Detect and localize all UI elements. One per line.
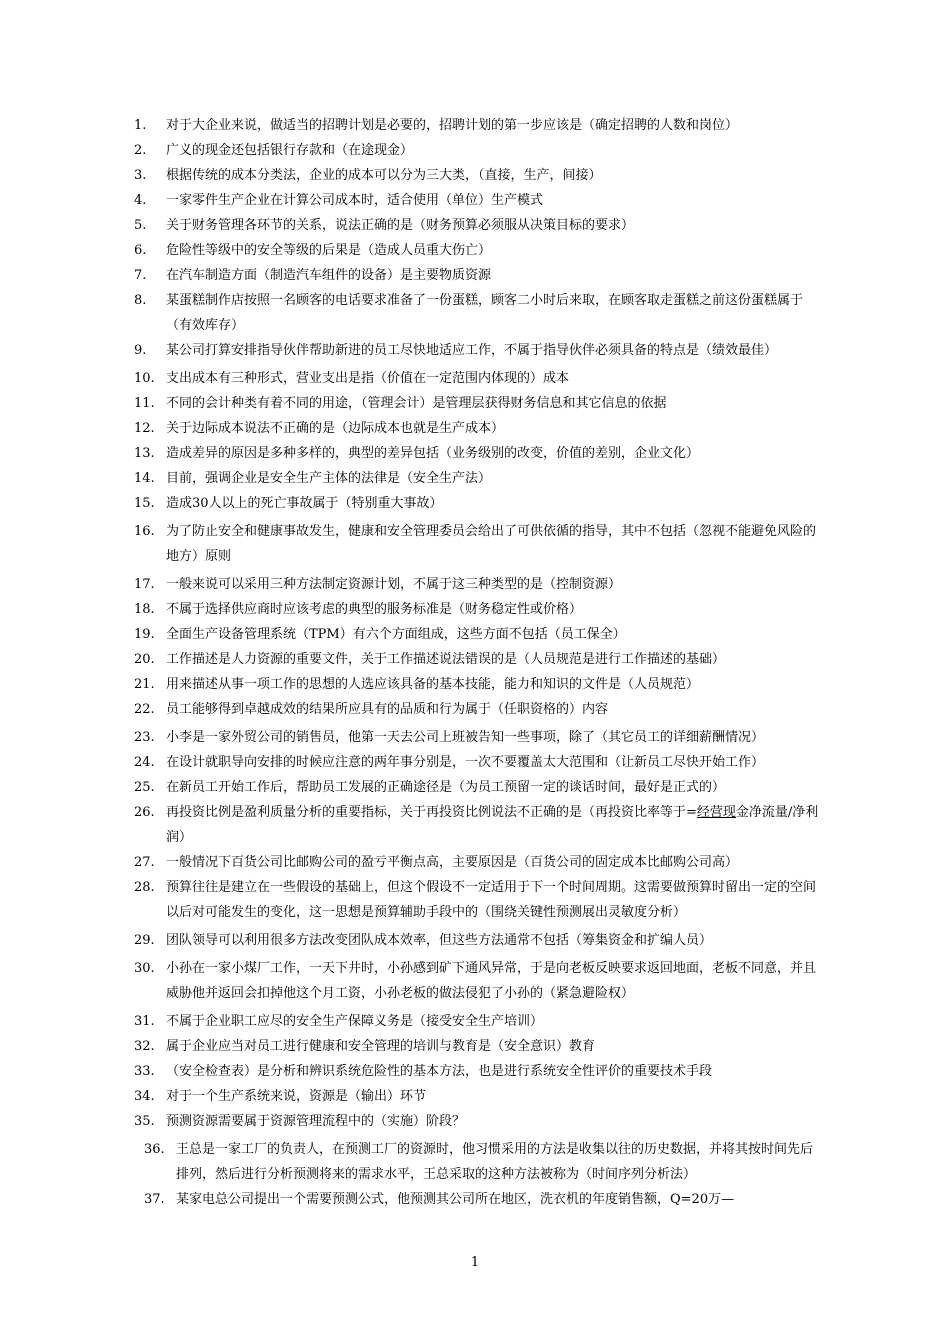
page-number: 1	[470, 1255, 480, 1270]
list-item: 18. 不属于选择供应商时应该考虑的典型的服务标准是（财务稳定性或价格）	[134, 602, 583, 617]
list-item: 8. 某蛋糕制作店按照一名顾客的电话要求准备了一份蛋糕，顾客二小时后来取，在顾客取走蛋糕之前这份蛋糕属于（有效库存）	[134, 293, 804, 333]
list-item: 4. 一家零件生产企业在计算公司成本时，适合使用（单位）生产模式	[134, 193, 544, 208]
list-item: 5. 关于财务管理各环节的关系，说法正确的是（财务预算必须服从决策目标的要求）	[134, 218, 635, 233]
list-item: 37. 某家电总公司提出一个需要预测公式，他预测其公司所在地区，洗衣机的年度销售额，Q=20万—	[144, 1192, 735, 1207]
list-item: 1. 对于大企业来说，做适当的招聘计划是必要的，招聘计划的第一步应该是（确定招聘的人数和岗位）	[134, 118, 739, 133]
list-item: 10. 支出成本有三种形式，营业支出是指（价值在一定范围内体现的）成本	[134, 371, 570, 386]
list-item: 20. 工作描述是人力资源的重要文件，关于工作描述说法错误的是（人员规范是进行工作描述的基础）	[134, 652, 726, 667]
list-item: 17. 一般来说可以采用三种方法制定资源计划，不属于这三种类型的是（控制资源）	[134, 577, 622, 592]
list-item: 3. 根据传统的成本分类法，企业的成本可以分为三大类，（直接，生产，间接）	[134, 168, 602, 183]
list-item: 16. 为了防止安全和健康事故发生，健康和安全管理委员会给出了可供依循的指导，其中不包括（忽视不能避免风险的地方）原则	[134, 524, 817, 564]
list-item: 15. 造成30人以上的死亡事故属于（特别重大事故）	[134, 496, 443, 511]
list-item: 14. 目前，强调企业是安全生产主体的法律是（安全生产法）	[134, 471, 492, 486]
list-item: 24. 在设计就职导向安排的时候应注意的两年事分别是，一次不要覆盖太大范围和（让新员工尽快开始工作）	[134, 755, 765, 770]
list-item: 29. 团队领导可以利用很多方法改变团队成本效率，但这些方法通常不包括（筹集资金和扩编人员）	[134, 933, 713, 948]
list-item: 34. 对于一个生产系统来说，资源是（输出）环节	[134, 1089, 427, 1104]
list-item: 25. 在新员工开始工作后，帮助员工发展的正确途径是（为员工预留一定的谈话时间，最好是正式的）	[134, 780, 726, 795]
list-item: 28. 预算往往是建立在一些假设的基础上，但这个假设不一定适用于下一个时间周期。这需要做预算时留出一定的空间以后对可能发生的变化，这一思想是预算辅助手段中的（围绕关键性预测展出灵敏度分析）	[134, 880, 817, 920]
list-item: 12. 关于边际成本说法不正确的是（边际成本也就是生产成本）	[134, 421, 505, 436]
list-item: 2. 广义的现金还包括银行存款和（在途现金）	[134, 143, 414, 158]
list-item: 11. 不同的会计种类有着不同的用途，（管理会计）是管理层获得财务信息和其它信息的依据	[134, 396, 667, 411]
underlined-term: 经营现	[696, 805, 736, 820]
list-item: 35. 预测资源需要属于资源管理流程中的（实施）阶段？	[134, 1114, 466, 1129]
list-item: 36. 王总是一家工厂的负责人，在预测工厂的资源时，他习惯采用的方法是收集以往的历史数据，并将其按时间先后排列，然后进行分析预测将来的需求水平，王总采取的这种方法被称为（时间序列分析法）	[144, 1142, 814, 1182]
list-item: 21. 用来描述从事一项工作的思想的人选应该具备的基本技能，能力和知识的文件是（人员规范）	[134, 677, 700, 692]
list-item: 23. 小李是一家外贸公司的销售员，他第一天去公司上班被告知一些事项，除了（其它员工的详细薪酬情况）	[134, 730, 765, 745]
list-item: 30. 小孙在一家小煤厂工作，一天下井时，小孙感到矿下通风异常，于是向老板反映要求返回地面，老板不同意，并且威胁他并返回会扣掉他这个月工资，小孙老板的做法侵犯了小孙的（紧急避险权）	[134, 961, 817, 1001]
question-list	[134, 113, 820, 1212]
list-item: 9. 某公司打算安排指导伙伴帮助新进的员工尽快地适应工作，不属于指导伙伴必须具备的特点是（绩效最佳）	[134, 343, 778, 358]
list-item: 6. 危险性等级中的安全等级的后果是（造成人员重大伤亡）	[134, 243, 492, 258]
list-item: 27. 一般情况下百货公司比邮购公司的盈亏平衡点高，主要原因是（百货公司的固定成本比邮购公司高）	[134, 855, 739, 870]
list-item: 13. 造成差异的原因是多种多样的，典型的差异包括（业务级别的改变，价值的差别，企业文化）	[134, 446, 700, 461]
list-item: 22. 员工能够得到卓越成效的结果所应具有的品质和行为属于（任职资格的）内容	[134, 702, 609, 717]
list-item: 31. 不属于企业职工应尽的安全生产保障义务是（接受安全生产培训）	[134, 1014, 544, 1029]
list-item: 33. （安全检查表）是分析和辨识系统危险性的基本方法，也是进行系统安全性评价的重要技术手段	[134, 1064, 713, 1079]
list-item: 19. 全面生产设备管理系统（TPM）有六个方面组成，这些方面不包括（员工保全）	[134, 627, 626, 642]
list-item: 26. 再投资比例是盈利质量分析的重要指标，关于再投资比例说法不正确的是（再投资比率等于=经营现金净流量/净利润）	[134, 805, 819, 845]
list-item: 7. 在汽车制造方面（制造汽车组件的设备）是主要物质资源	[134, 268, 492, 283]
list-item: 32. 属于企业应当对员工进行健康和安全管理的培训与教育是（安全意识）教育	[134, 1039, 596, 1054]
